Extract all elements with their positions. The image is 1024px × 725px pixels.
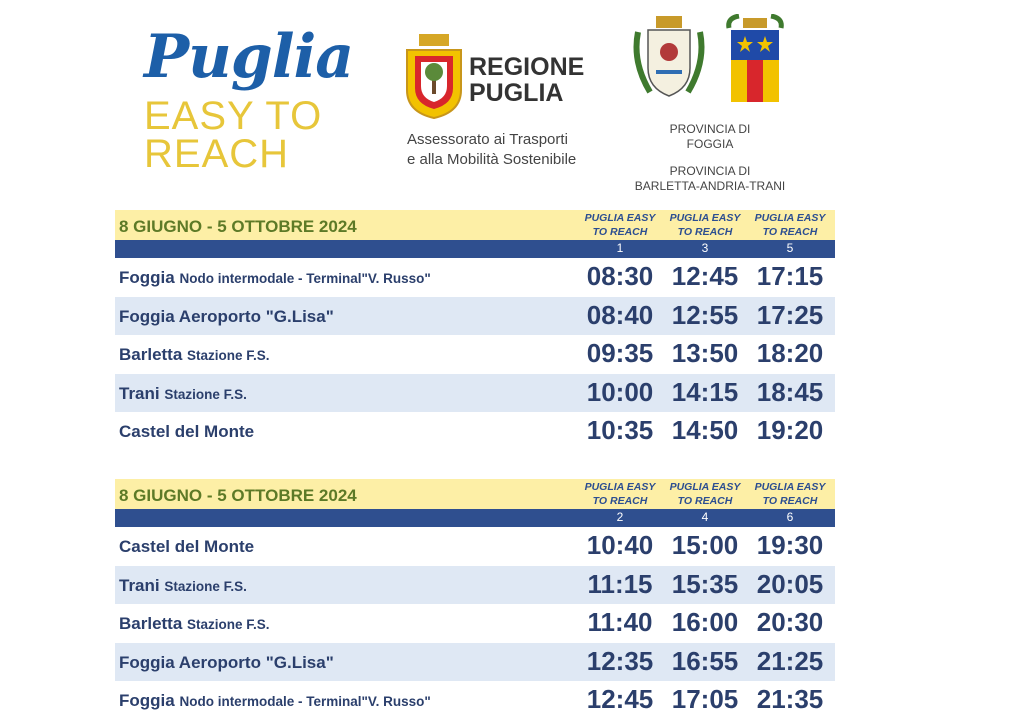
service-label-line-2: TO REACH — [762, 495, 818, 507]
assessorato-text — [407, 130, 576, 170]
provincia-bat-line-1: PROVINCIA DI — [669, 164, 751, 178]
service-label-line-1: PUGLIA EASY — [754, 481, 826, 493]
regione-puglia-name — [469, 54, 584, 106]
departure-time: 12:45 — [586, 684, 654, 714]
departure-time: 11:40 — [587, 607, 653, 637]
provincia-foggia-line-2: FOGGIA — [686, 137, 734, 151]
table-row — [115, 297, 835, 336]
service-label — [580, 480, 660, 508]
service-label-line-2: TO REACH — [592, 495, 648, 507]
service-label-line-1: PUGLIA EASY — [584, 481, 656, 493]
stop-main: Foggia — [119, 691, 175, 710]
service-label-line-1: PUGLIA EASY — [669, 481, 741, 493]
logo-line-easy-to: EASY TO — [144, 94, 323, 138]
stop-name — [119, 345, 270, 365]
departure-time: 14:50 — [671, 415, 739, 445]
timetable-outbound — [115, 210, 835, 451]
stop-main: Castel del Monte — [119, 537, 255, 556]
period-title: 8 GIUGNO - 5 OTTOBRE 2024 — [119, 486, 357, 505]
departure-time: 09:35 — [586, 338, 654, 368]
stop-name — [119, 653, 334, 673]
regione-puglia-logo — [405, 32, 615, 177]
service-label-line-1: PUGLIA EASY — [669, 212, 741, 224]
departure-time: 20:05 — [756, 568, 824, 599]
regione-puglia-emblem-icon — [405, 32, 463, 120]
stop-detail: Stazione F.S. — [187, 348, 270, 363]
stop-detail: Nodo intermodale - Terminal"V. Russo" — [179, 271, 431, 286]
table-row — [115, 335, 835, 374]
stop-main: Barletta — [119, 614, 183, 633]
departure-time: 19:30 — [756, 530, 824, 560]
provincia-bat-label — [610, 164, 810, 194]
timetable-header — [115, 210, 835, 240]
stop-name — [119, 576, 247, 596]
provincia-foggia-line-1: PROVINCIA DI — [669, 122, 751, 136]
service-label — [665, 480, 745, 508]
departure-time: 18:45 — [756, 376, 824, 407]
assessorato-line-2: e alla Mobilità Sostenibile — [407, 151, 577, 168]
service-number: 3 — [701, 241, 709, 255]
departure-time: 17:25 — [756, 299, 824, 330]
puglia-easy-to-reach-logo — [140, 22, 360, 182]
service-number: 6 — [786, 510, 794, 524]
service-label-line-2: TO REACH — [677, 226, 733, 238]
departure-time: 17:15 — [756, 261, 824, 291]
table-row — [115, 412, 835, 451]
provincia-foggia-label — [610, 122, 810, 152]
departure-time: 14:15 — [671, 376, 739, 407]
stop-name — [119, 537, 254, 557]
period-title: 8 GIUGNO - 5 OTTOBRE 2024 — [119, 217, 357, 236]
logo-word-puglia: Puglia — [144, 22, 354, 92]
service-label — [750, 211, 830, 239]
service-label-line-2: TO REACH — [677, 495, 733, 507]
departure-time: 15:35 — [671, 568, 739, 599]
timetable-header — [115, 479, 835, 509]
departure-time: 13:50 — [671, 338, 739, 368]
assessorato-line-1: Assessorato ai Trasporti — [407, 131, 568, 148]
service-label — [580, 211, 660, 239]
departure-time: 20:30 — [756, 607, 824, 637]
departure-time: 10:00 — [586, 376, 654, 407]
departure-time: 12:35 — [586, 645, 654, 676]
table-row — [115, 374, 835, 413]
stop-name — [119, 307, 334, 327]
table-row — [115, 258, 835, 297]
departure-time: 21:35 — [756, 684, 824, 714]
service-label-line-2: TO REACH — [762, 226, 818, 238]
stop-name — [119, 691, 431, 711]
stop-main: Castel del Monte — [119, 422, 255, 441]
departure-time: 15:00 — [671, 530, 739, 560]
departure-time: 12:45 — [671, 261, 739, 291]
table-row — [115, 566, 835, 605]
service-number-bar — [115, 509, 835, 527]
stop-name — [119, 614, 270, 634]
departure-time: 17:05 — [671, 684, 739, 714]
service-number: 1 — [616, 241, 624, 255]
puglia-line: PUGLIA — [469, 79, 564, 107]
departure-time: 08:40 — [586, 299, 654, 330]
departure-time: 10:35 — [586, 415, 654, 445]
regione-line: REGIONE — [469, 53, 585, 81]
table-row — [115, 643, 835, 682]
service-label-line-1: PUGLIA EASY — [754, 212, 826, 224]
provincia-bat-line-2: BARLETTA-ANDRIA-TRANI — [634, 179, 786, 193]
departure-time: 10:40 — [586, 530, 654, 560]
service-label-line-1: PUGLIA EASY — [584, 212, 656, 224]
stop-main: Foggia Aeroporto "G.Lisa" — [119, 652, 334, 672]
stop-main: Foggia — [119, 268, 175, 287]
departure-time: 11:15 — [587, 568, 653, 599]
provincia-bat-crest-icon — [725, 14, 785, 106]
stop-name — [119, 422, 254, 442]
table-row — [115, 527, 835, 566]
table-row — [115, 604, 835, 643]
departure-time: 16:00 — [671, 607, 739, 637]
departure-time: 16:55 — [671, 645, 739, 676]
provincia-foggia-crest-icon — [630, 12, 708, 104]
service-number: 4 — [701, 510, 709, 524]
stop-main: Trani — [119, 575, 160, 595]
departure-time: 19:20 — [756, 415, 824, 445]
logo-line-reach: REACH — [144, 132, 290, 176]
service-label — [750, 480, 830, 508]
service-label-line-2: TO REACH — [592, 226, 648, 238]
departure-time: 21:25 — [756, 645, 824, 676]
stop-name — [119, 268, 431, 288]
service-number: 2 — [616, 510, 624, 524]
table-row — [115, 681, 835, 720]
departure-time: 12:55 — [671, 299, 739, 330]
stop-name — [119, 384, 247, 404]
departure-time: 08:30 — [586, 261, 654, 291]
stop-main: Foggia Aeroporto "G.Lisa" — [119, 306, 334, 326]
departure-time: 18:20 — [756, 338, 824, 368]
stop-detail: Stazione F.S. — [164, 578, 247, 594]
service-number-bar — [115, 240, 835, 258]
service-label — [665, 211, 745, 239]
timetable-return — [115, 479, 835, 720]
stop-main: Trani — [119, 383, 160, 403]
province-logos — [625, 12, 825, 202]
stop-main: Barletta — [119, 345, 183, 364]
service-number: 5 — [786, 241, 794, 255]
stop-detail: Nodo intermodale - Terminal"V. Russo" — [179, 694, 431, 709]
stop-detail: Stazione F.S. — [164, 386, 247, 402]
stop-detail: Stazione F.S. — [187, 617, 270, 632]
